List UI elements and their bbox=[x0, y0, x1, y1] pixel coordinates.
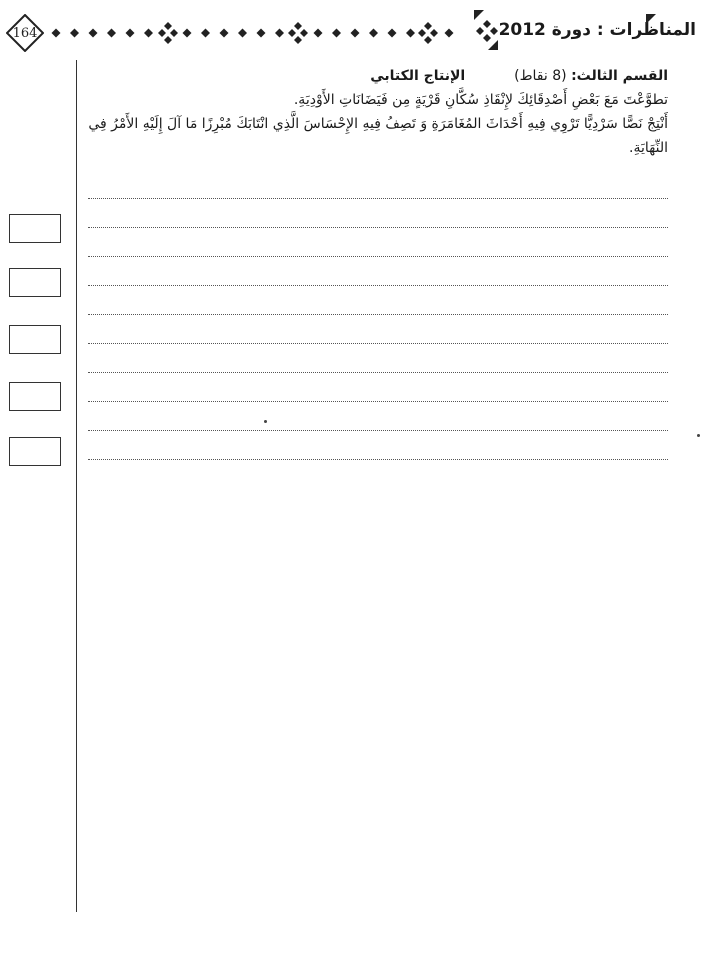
task-situation: تطوَّعْتَ مَعَ بَعْضِ أَصْدِقَائِكَ لإِنْقَاذِ سُكَّانِ قَرْيَةٍ مِن فَيَضَانَاتِ الأَوْدِيَةِ. bbox=[293, 92, 668, 108]
answer-line[interactable] bbox=[88, 199, 668, 228]
diamond-ornament bbox=[288, 29, 296, 37]
answer-line[interactable] bbox=[88, 402, 668, 431]
answer-area[interactable] bbox=[88, 170, 668, 460]
score-box[interactable] bbox=[9, 382, 61, 411]
score-box[interactable] bbox=[9, 325, 61, 354]
section-label: القسم الثالث: bbox=[571, 68, 668, 84]
answer-line[interactable] bbox=[88, 373, 668, 402]
scan-speck bbox=[697, 434, 700, 437]
page-header bbox=[0, 0, 717, 64]
writing-task bbox=[84, 64, 668, 160]
diamond-ornament bbox=[158, 29, 166, 37]
diamond-ornament bbox=[275, 29, 284, 38]
diamond-ornament bbox=[70, 29, 79, 38]
diamond-ornament bbox=[418, 29, 426, 37]
score-box[interactable] bbox=[9, 268, 61, 297]
section-title: الإنتاج الكتابي bbox=[370, 68, 466, 84]
diamond-ornament bbox=[294, 36, 302, 44]
answer-line[interactable] bbox=[88, 228, 668, 257]
answer-line[interactable] bbox=[88, 431, 668, 460]
diamond-ornament bbox=[300, 29, 308, 37]
answer-line[interactable] bbox=[88, 170, 668, 199]
points-label: (8 نقاط) bbox=[514, 68, 567, 84]
diamond-ornament bbox=[220, 29, 229, 38]
corner-mark-icon bbox=[646, 14, 656, 24]
section-heading bbox=[84, 64, 668, 88]
answer-line[interactable] bbox=[88, 286, 668, 315]
diamond-ornament bbox=[107, 29, 116, 38]
page-number-badge bbox=[6, 14, 44, 52]
decorative-diamond-border bbox=[50, 20, 460, 46]
diamond-ornament bbox=[351, 29, 360, 38]
diamond-ornament bbox=[430, 29, 438, 37]
diamond-ornament bbox=[170, 29, 178, 37]
diamond-ornament bbox=[294, 22, 302, 30]
diamond-ornament bbox=[424, 22, 432, 30]
header-title: المناظرات : دورة 2012 bbox=[498, 20, 696, 40]
answer-line[interactable] bbox=[88, 315, 668, 344]
diamond-ornament bbox=[201, 29, 210, 38]
score-box[interactable] bbox=[9, 214, 61, 243]
diamond-ornament bbox=[238, 29, 247, 38]
diamond-ornament bbox=[257, 29, 266, 38]
diamond-ornament bbox=[314, 29, 323, 38]
score-box[interactable] bbox=[9, 437, 61, 466]
diamond-ornament bbox=[332, 29, 341, 38]
diamond-ornament bbox=[424, 36, 432, 44]
diamond-ornament bbox=[164, 36, 172, 44]
page-number: 164 bbox=[12, 25, 38, 41]
diamond-ornament bbox=[388, 29, 397, 38]
answer-line[interactable] bbox=[88, 257, 668, 286]
diamond-ornament bbox=[183, 29, 192, 38]
diamond-ornament bbox=[144, 29, 153, 38]
margin-rule bbox=[76, 60, 77, 912]
diamond-ornament bbox=[164, 22, 172, 30]
diamond-ornament bbox=[369, 29, 378, 38]
task-instruction: أَنْتِجْ نَصًّا سَرْدِيًّا تَرْوِي فِيهِ أَحْدَاثَ المُغَامَرَةِ وَ تَصِفُ فِيهِ الإِحْسَاسَ الَّذِي انْتَابَكَ مُبْرِزًا مَا آلَ إِلَيْهِ الأَمْرُ فِي النِّهَايَةِ. bbox=[88, 116, 668, 156]
diamond-ornament bbox=[52, 29, 61, 38]
diamond-ornament bbox=[445, 29, 454, 38]
diamond-ornament bbox=[89, 29, 98, 38]
answer-line[interactable] bbox=[88, 344, 668, 373]
scan-speck bbox=[264, 420, 267, 423]
diamond-ornament bbox=[126, 29, 135, 38]
diamond-ornament bbox=[406, 29, 415, 38]
